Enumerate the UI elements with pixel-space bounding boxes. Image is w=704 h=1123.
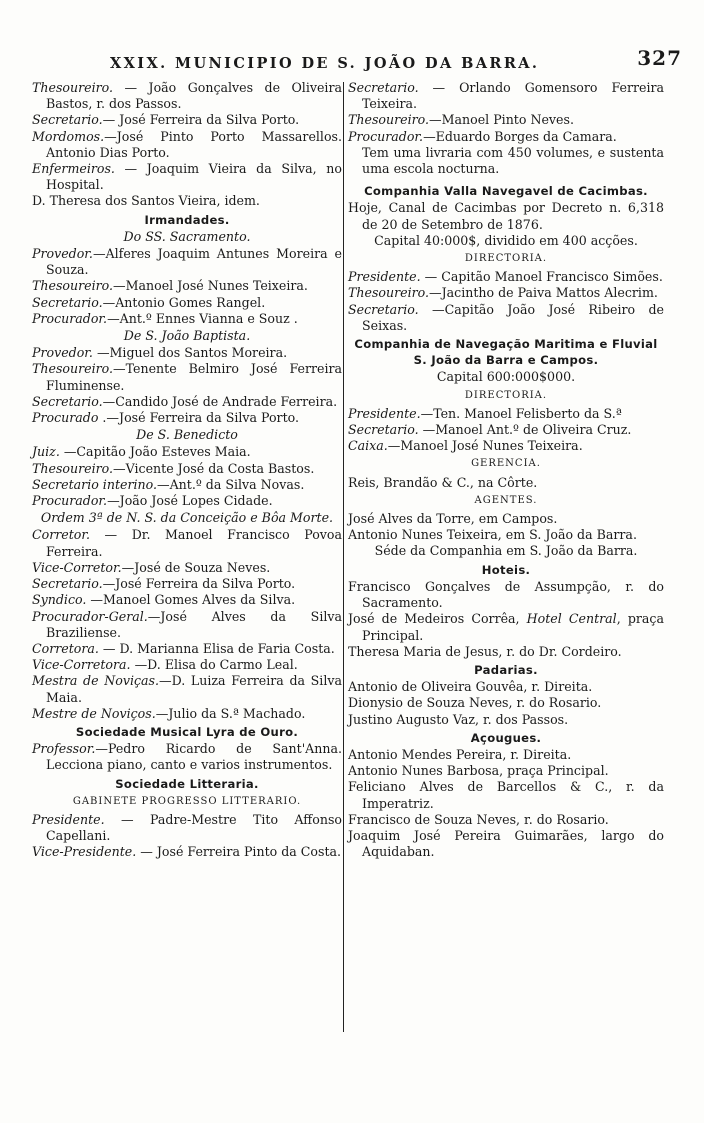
entry-role: Vice-Presidente. xyxy=(32,844,137,860)
entry-role: Mestre de Noviços. xyxy=(32,705,156,721)
entry xyxy=(32,560,342,576)
entry-text: —José Pinto Porto Massarellos. Antonio Dias Porto. xyxy=(46,128,342,160)
entry xyxy=(32,129,342,161)
entry-role: Secretario. xyxy=(32,294,103,310)
entry-role: Procurador. xyxy=(32,310,108,326)
entry xyxy=(32,493,342,509)
entry-text: — Capitão Manoel Francisco Simões. xyxy=(420,269,663,285)
entry-text: — José Ferreira Pinto da Costa. xyxy=(136,844,342,860)
agentes-label: AGENTES. xyxy=(474,494,538,506)
entry xyxy=(32,812,342,844)
entry xyxy=(32,361,342,393)
entry xyxy=(32,609,342,641)
entry-text: — Dr. Manoel Francisco Povoa Ferreira. xyxy=(46,527,342,559)
hotel-name: Hotel Central xyxy=(526,611,617,627)
entry xyxy=(32,673,342,705)
acougues-list xyxy=(348,747,664,860)
entry-text: — D. Marianna Elisa de Faria Costa. xyxy=(98,640,335,656)
joao-baptista-entries xyxy=(32,345,342,426)
entry-role: Presidente. xyxy=(348,405,421,421)
entry xyxy=(32,641,342,657)
entry-text: —D. Elisa do Carmo Leal. xyxy=(130,657,298,673)
entry-text: —Manoel Pinto Neves. xyxy=(429,112,574,128)
entry xyxy=(32,844,342,860)
entry-text: —Jacintho de Paiva Mattos Alecrim. xyxy=(429,285,658,301)
entry-role: Secretario. xyxy=(32,393,103,409)
navegacao-heading: Companhia de Navegação Maritima e Fluvial S. João da Barra e Campos. xyxy=(354,337,658,368)
valla-entries xyxy=(348,269,664,334)
entry xyxy=(32,444,342,460)
entry-role: Procurador. xyxy=(32,493,108,509)
entry-role: Enfermeiros. xyxy=(32,161,115,177)
irmandades-heading: Irmandades. xyxy=(144,212,230,227)
entry-text: .—José Ferreira da Silva Porto. xyxy=(98,410,299,426)
list-item xyxy=(348,644,664,660)
entry xyxy=(32,278,342,294)
entry-text: —Ant.º Ennes Vianna e Souz . xyxy=(107,310,298,326)
ordem-entries xyxy=(32,527,342,721)
entry-role: Corretora. xyxy=(32,640,99,656)
entry xyxy=(32,477,342,493)
entry-role: Thesoureiro. xyxy=(32,278,114,294)
entry-text: — João Gonçalves de Oliveira Bastos, r. dos Passos. xyxy=(46,80,342,112)
list-item: Dionysio de Souza Neves, r. do Rosario. xyxy=(348,695,602,711)
entry xyxy=(32,592,342,608)
hotel-text-post: , praça Principal. xyxy=(362,611,664,643)
entry-role: Presidente. xyxy=(32,811,105,827)
entry-role: Vice-Corretora. xyxy=(32,657,131,673)
entry-text: —Alferes Joaquim Antunes Moreira e Souza. xyxy=(46,246,342,278)
hotel-text: Francisco Gonçalves de Assumpção, r. do Sacramento. xyxy=(348,578,664,611)
column-divider xyxy=(343,82,344,1032)
gerencia-label: GERENCIA. xyxy=(471,458,541,470)
entry-role: Mordomos. xyxy=(32,128,105,144)
entry xyxy=(32,345,342,361)
entry xyxy=(32,394,342,410)
entry-text: —Ten. Manoel Felisberto da S.ª xyxy=(420,405,622,421)
list-item: Antonio Nunes Teixeira, em S. João da Barra. xyxy=(348,527,637,543)
entry-text: — Orlando Gomensoro Ferreira Teixeira. xyxy=(362,80,664,112)
benedicto-entries xyxy=(32,444,342,509)
entry-text: —João José Lopes Cidade. xyxy=(107,493,273,509)
entry-text: — Padre-Mestre Tito Affonso Capellani. xyxy=(46,811,342,844)
entry xyxy=(32,311,342,327)
entry xyxy=(348,438,664,454)
navegacao-entries xyxy=(348,406,664,455)
entry xyxy=(348,422,664,438)
entry-role: Secretario. xyxy=(348,80,419,95)
hotel-text: Theresa Maria de Jesus, r. do Dr. Cordeiro. xyxy=(348,643,622,659)
list-item: Antonio Nunes Barbosa, praça Principal. xyxy=(348,763,609,779)
entry-text: —D. Luiza Ferreira da Silva Maia. xyxy=(46,673,342,705)
joao-baptista-title: De S. João Baptista. xyxy=(123,328,251,344)
entry xyxy=(32,246,342,278)
page-header xyxy=(30,46,682,82)
left-top-entries xyxy=(32,80,342,210)
entry xyxy=(32,706,342,722)
entry-text: —Tenente Belmiro José Ferreira Fluminense. xyxy=(46,361,342,393)
entry xyxy=(348,285,664,301)
lyra-heading: Sociedade Musical Lyra de Ouro. xyxy=(75,724,299,739)
list-item: Antonio Mendes Pereira, r. Direita. xyxy=(348,746,572,762)
entry-text: —Capitão João Esteves Maia. xyxy=(59,444,251,460)
entry xyxy=(32,527,342,559)
entry-text: —Pedro Ricardo de Sant'Anna. Lecciona piano, canto e varios instrumentos. xyxy=(46,741,342,773)
list-item: Justino Augusto Vaz, r. dos Passos. xyxy=(348,711,569,727)
entry-role: Provedor. xyxy=(32,246,93,262)
entry-role: Secretario. xyxy=(32,576,103,592)
lyra-entries xyxy=(32,741,342,773)
ordem-title: Ordem 3ª de N. S. da Conceição e Bôa Morte. xyxy=(40,510,334,526)
page-number: 327 xyxy=(637,46,682,70)
entry-text: —Ant.º da Silva Novas. xyxy=(156,476,305,492)
litteraria-entries xyxy=(32,812,342,861)
entry-text: —Manoel Ant.º de Oliveira Cruz. xyxy=(418,422,632,438)
entry-role: Secretario. xyxy=(348,301,419,317)
list-item: Joaquim José Pereira Guimarães, largo do Aquidaban. xyxy=(348,827,664,860)
entry xyxy=(32,80,342,112)
right-top-entries xyxy=(348,80,664,145)
entry-role: Vice-Corretor. xyxy=(32,559,122,575)
valla-capital: Capital 40:000$, dividido em 400 acções. xyxy=(374,232,638,248)
left-column xyxy=(32,80,342,861)
entry-role: Presidente. xyxy=(348,269,421,285)
entry xyxy=(348,112,664,128)
list-item: Feliciano Alves de Barcellos & C., r. da Imperatriz. xyxy=(348,779,664,811)
list-item: José Alves da Torre, em Campos. xyxy=(348,511,558,527)
entry-text: —Manoel José Nunes Teixeira. xyxy=(113,278,308,294)
litteraria-heading: Sociedade Litteraria. xyxy=(115,776,259,791)
benedicto-title: De S. Benedicto xyxy=(136,427,238,443)
entry-role: Corretor. xyxy=(32,527,90,543)
gerencia-text: Reis, Brandão & C., na Côrte. xyxy=(348,474,538,490)
entry xyxy=(32,410,342,426)
entry xyxy=(348,129,664,145)
entry xyxy=(32,576,342,592)
entry-role: Thesoureiro. xyxy=(32,460,114,476)
entry-role: Mestra de Noviças. xyxy=(32,673,160,689)
entry-text: —Manoel José Nunes Teixeira. xyxy=(387,438,583,454)
entry xyxy=(32,741,342,773)
list-item: Antonio de Oliveira Gouvêa, r. Direita. xyxy=(348,679,593,695)
entry-role: Secretario. xyxy=(32,112,103,128)
entry-text: — Joaquim Vieira da Silva, no Hospital. xyxy=(46,161,342,193)
valla-heading: Companhia Valla Navegavel de Cacimbas. xyxy=(364,184,648,199)
page-title: XXIX. MUNICIPIO DE S. JOÃO DA BARRA. xyxy=(110,55,540,72)
entry xyxy=(32,112,342,128)
entry-role: Thesoureiro. xyxy=(32,80,114,95)
entry-text: D. Theresa dos Santos Vieira, idem. xyxy=(32,193,260,209)
entry xyxy=(32,461,342,477)
entry xyxy=(32,161,342,193)
entry-text: —Capitão João José Ribeiro de Seixas. xyxy=(362,301,664,333)
entry-text: —Antonio Gomes Rangel. xyxy=(102,294,266,310)
entry-role: Professor. xyxy=(32,741,96,757)
entry-text: —Manoel Gomes Alves da Silva. xyxy=(86,592,296,608)
sacramento-entries xyxy=(32,246,342,327)
navegacao-capital: Capital 600:000$000. xyxy=(436,369,576,385)
acougues-heading: Açougues. xyxy=(470,730,542,745)
entry-role: Thesoureiro. xyxy=(348,285,430,301)
entry-role: Procurador. xyxy=(348,128,424,144)
hoteis-heading: Hoteis. xyxy=(481,562,531,577)
right-column xyxy=(348,80,664,860)
list-item: Francisco de Souza Neves, r. do Rosario. xyxy=(348,811,609,827)
entry xyxy=(348,80,664,112)
entry xyxy=(32,657,342,673)
padarias-heading: Padarias. xyxy=(474,662,538,677)
list-item xyxy=(348,579,664,611)
litteraria-subtitle: GABINETE PROGRESSO LITTERARIO. xyxy=(72,795,302,807)
navegacao-directoria-label: DIRECTORIA. xyxy=(464,389,548,401)
entry-role: Thesoureiro. xyxy=(348,112,430,128)
entry-text: —Candido José de Andrade Ferreira. xyxy=(102,393,338,409)
entry-role: Provedor. xyxy=(32,345,93,361)
entry-role: Secretario. xyxy=(348,422,419,438)
entry-text: — José Ferreira da Silva Porto. xyxy=(102,112,300,128)
sede-text: Séde da Companhia em S. João da Barra. xyxy=(374,543,638,559)
entry-text: —Miguel dos Santos Moreira. xyxy=(92,345,288,361)
entry-text: —Vicente José da Costa Bastos. xyxy=(113,460,315,476)
entry xyxy=(348,406,664,422)
entry-text: —José Alves da Silva Braziliense. xyxy=(46,608,342,640)
agentes-list xyxy=(348,511,664,543)
entry xyxy=(348,302,664,334)
valla-intro: Hoje, Canal de Cacimbas por Decreto n. 6,318 de 20 de Setembro de 1876. xyxy=(348,200,664,232)
entry-text: —José Ferreira da Silva Porto. xyxy=(102,576,296,592)
sacramento-title: Do SS. Sacramento. xyxy=(123,228,251,244)
entry-text: —Julio da S.ª Machado. xyxy=(155,705,306,721)
hotel-text: José de Medeiros Corrêa, xyxy=(348,611,527,627)
entry-role: Caixa. xyxy=(348,438,388,454)
list-item xyxy=(348,611,664,643)
hoteis-list xyxy=(348,579,664,660)
entry-role: Syndico. xyxy=(32,592,87,608)
padarias-list xyxy=(348,679,664,728)
entry-text: —Eduardo Borges da Camara. xyxy=(423,128,617,144)
entry-text: —José de Souza Neves. xyxy=(121,559,271,575)
entry-role: Procurado xyxy=(32,410,99,426)
valla-directoria-label: DIRECTORIA. xyxy=(464,253,548,265)
entry-role: Procurador-Geral. xyxy=(32,608,148,624)
entry-role: Thesoureiro. xyxy=(32,361,114,377)
entry-role: Juiz. xyxy=(32,444,60,460)
entry xyxy=(32,193,342,209)
livraria-text: Tem uma livraria com 450 volumes, e sustenta uma escola nocturna. xyxy=(362,144,664,177)
entry xyxy=(348,269,664,285)
entry-role: Secretario interino. xyxy=(32,476,157,492)
entry xyxy=(32,295,342,311)
